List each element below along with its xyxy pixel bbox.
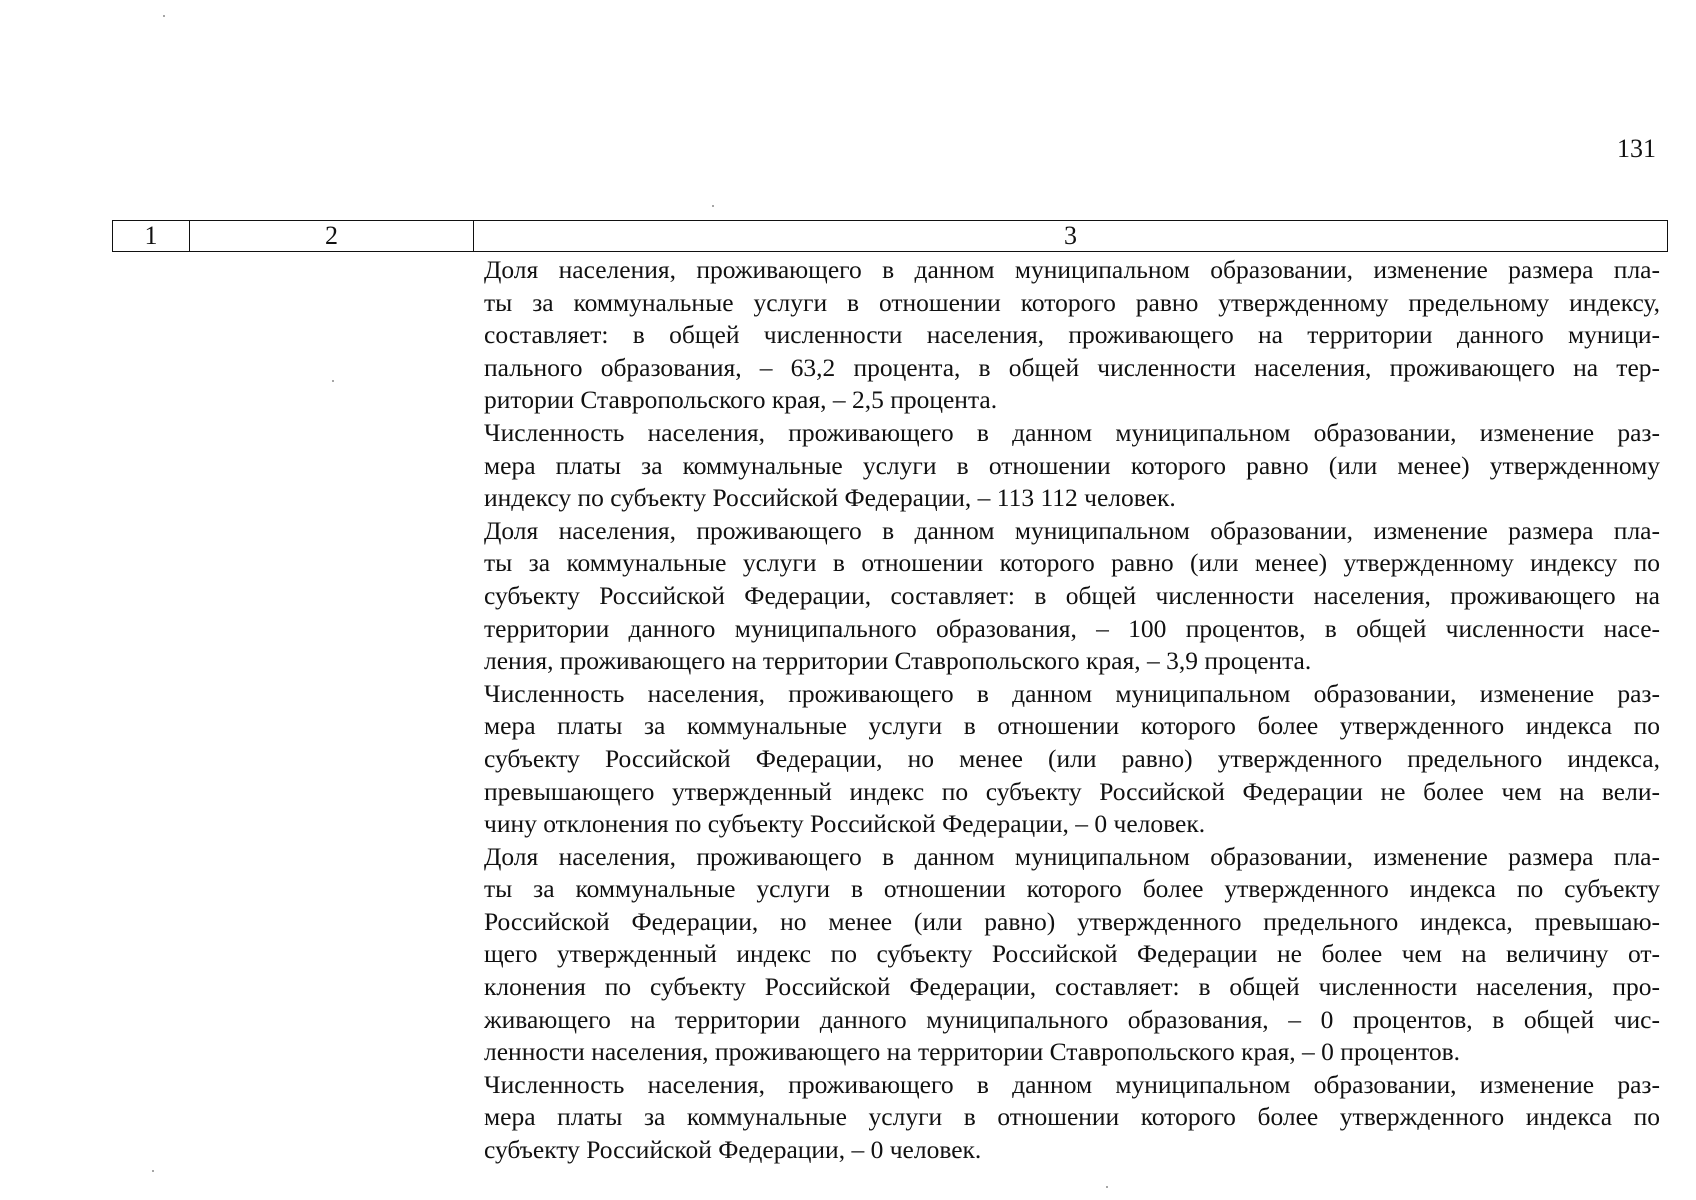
text-line: ления, проживающего на территории Ставропольского края, – 3,9 процента. bbox=[484, 646, 1312, 676]
text-line: ты за коммунальные услуги в отношении которого равно утвержденному предельному индексу, bbox=[484, 287, 1660, 317]
page-number: 131 bbox=[1617, 134, 1656, 163]
text-line: субъекту Российской Федерации, но менее (или равно) утвержденного предельного индекса, bbox=[484, 743, 1660, 773]
text-line: Доля населения, проживающего в данном муниципальном образовании, изменение размера пла- bbox=[484, 841, 1660, 871]
text-line: Доля населения, проживающего в данном муниципальном образовании, изменение размера пла- bbox=[484, 515, 1660, 545]
text-line: субъекту Российской Федерации, составляет: в общей численности населения, проживающего на bbox=[484, 580, 1660, 610]
paragraph bbox=[484, 515, 1660, 678]
text-line: индексу по субъекту Российской Федерации, – 113 112 человек. bbox=[484, 483, 1176, 513]
text-line: мера платы за коммунальные услуги в отношении которого равно (или менее) утвержденному bbox=[484, 450, 1660, 480]
column-header-3: 3 bbox=[474, 221, 1668, 252]
column-header-table bbox=[112, 220, 1668, 252]
column-header-2: 2 bbox=[190, 221, 474, 252]
scan-speck bbox=[163, 15, 165, 17]
scan-speck bbox=[1106, 1186, 1108, 1188]
text-line: ты за коммунальные услуги в отношении которого более утвержденного индекса по субъекту bbox=[484, 874, 1660, 904]
text-line: живающего на территории данного муниципального образования, – 0 процентов, в общей чис- bbox=[484, 1004, 1660, 1034]
column-header-row bbox=[113, 221, 1668, 252]
scan-speck bbox=[152, 1170, 154, 1172]
text-line: клонения по субъекту Российской Федерации, составляет: в общей численности населения, про- bbox=[484, 972, 1660, 1002]
paragraph bbox=[484, 841, 1660, 1069]
column-3-content bbox=[484, 254, 1660, 1167]
text-line: Российской Федерации, но менее (или равно) утвержденного предельного индекса, превышаю- bbox=[484, 906, 1660, 936]
paragraph bbox=[484, 678, 1660, 841]
text-line: превышающего утвержденный индекс по субъекту Российской Федерации не более чем на вели- bbox=[484, 776, 1660, 806]
text-line: мера платы за коммунальные услуги в отношении которого более утвержденного индекса по bbox=[484, 1102, 1660, 1132]
text-line: ритории Ставропольского края, – 2,5 процента. bbox=[484, 385, 998, 415]
paragraph bbox=[484, 1069, 1660, 1167]
text-line: Численность населения, проживающего в данном муниципальном образовании, изменение раз- bbox=[484, 1069, 1660, 1099]
text-line: Численность населения, проживающего в данном муниципальном образовании, изменение раз- bbox=[484, 678, 1660, 708]
text-line: мера платы за коммунальные услуги в отношении которого более утвержденного индекса по bbox=[484, 711, 1660, 741]
scan-speck bbox=[712, 205, 714, 207]
text-line: Доля населения, проживающего в данном муниципальном образовании, изменение размера пла- bbox=[484, 255, 1660, 284]
paragraph bbox=[484, 417, 1660, 515]
text-line: субъекту Российской Федерации, – 0 человек. bbox=[484, 1135, 982, 1165]
scan-speck bbox=[332, 380, 334, 382]
text-line: ленности населения, проживающего на территории Ставропольского края, – 0 процентов. bbox=[484, 1037, 1461, 1067]
text-line: пального образования, – 63,2 процента, в общей численности населения, проживающего на тер- bbox=[484, 352, 1660, 382]
text-line: щего утвержденный индекс по субъекту Российской Федерации не более чем на величину от- bbox=[484, 939, 1660, 969]
paragraph bbox=[484, 254, 1660, 417]
text-line: составляет: в общей численности населения, проживающего на территории данного муници- bbox=[484, 320, 1660, 350]
text-line: территории данного муниципального образования, – 100 процентов, в общей численности насе- bbox=[484, 613, 1660, 643]
text-line: ты за коммунальные услуги в отношении которого равно (или менее) утвержденному индексу по bbox=[484, 548, 1660, 578]
column-header-1: 1 bbox=[113, 221, 190, 252]
text-line: Численность населения, проживающего в данном муниципальном образовании, изменение раз- bbox=[484, 417, 1660, 447]
text-line: чину отклонения по субъекту Российской Федерации, – 0 человек. bbox=[484, 809, 1206, 839]
